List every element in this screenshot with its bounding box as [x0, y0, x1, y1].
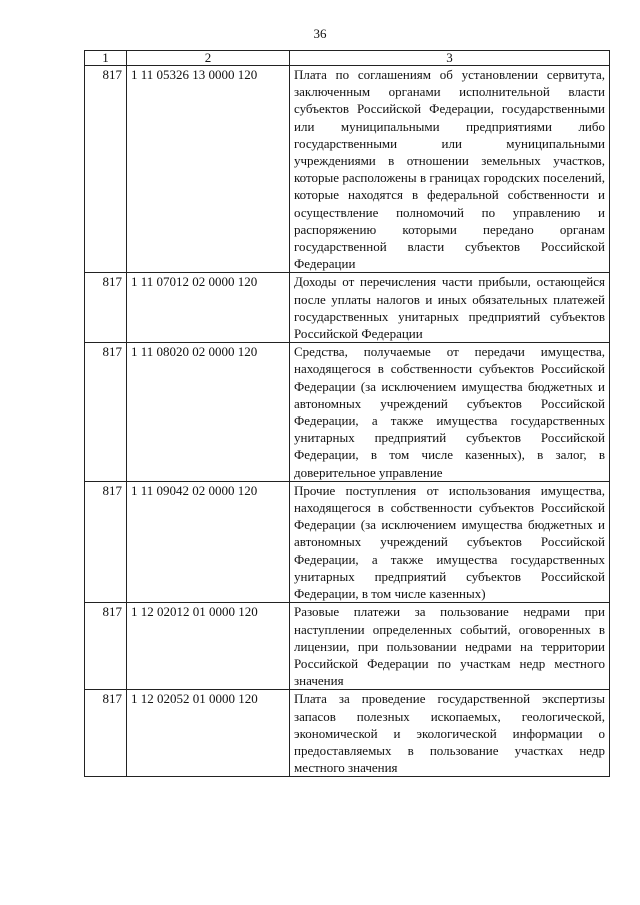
revenue-code-cell: 1 11 09042 02 0000 120 [127, 481, 290, 602]
revenue-code-cell: 1 11 08020 02 0000 120 [127, 343, 290, 482]
revenue-code-cell: 1 12 02052 01 0000 120 [127, 690, 290, 777]
column-header-3: 3 [290, 51, 610, 66]
revenue-name-cell: Средства, получаемые от передачи имущества, находящегося в собственности субъектов Российской Федерации (за исключением имущества бюджетных и автономных учреждений субъектов Российской Федерации, а также имущества государственных унитарных предприятий субъектов Российской Федерации, в том числе казенных), в залог, в доверительное управление [290, 343, 610, 482]
revenue-code-cell: 1 11 07012 02 0000 120 [127, 273, 290, 343]
admin-code-cell: 817 [85, 481, 127, 602]
admin-code-cell: 817 [85, 66, 127, 273]
revenue-code-cell: 1 11 05326 13 0000 120 [127, 66, 290, 273]
table-row [85, 481, 610, 602]
table-row [85, 690, 610, 777]
table-row [85, 603, 610, 690]
revenue-name-cell: Плата за проведение государственной экспертизы запасов полезных ископаемых, геологической, экономической и экологической информации о предоставляемых в пользование участках недр местного значения [290, 690, 610, 777]
table-row [85, 273, 610, 343]
table-header-row [85, 51, 610, 66]
admin-code-cell: 817 [85, 343, 127, 482]
revenue-code-cell: 1 12 02012 01 0000 120 [127, 603, 290, 690]
revenue-name-cell: Плата по соглашениям об установлении сервитута, заключенным органами исполнительной власти субъектов Российской Федерации, государственными или муниципальными предприятиями либо государственными или муниципальными учреждениями в отношении земельных участков, которые расположены в границах городских поселений, которые находятся в федеральной собственности и осуществление полномочий по управлению и распоряжению которыми передано органам государственной власти субъектов Российской Федерации [290, 66, 610, 273]
column-header-2: 2 [127, 51, 290, 66]
table-row [85, 343, 610, 482]
admin-code-cell: 817 [85, 273, 127, 343]
admin-code-cell: 817 [85, 603, 127, 690]
page-number: 36 [313, 26, 327, 41]
revenue-name-cell: Доходы от перечисления части прибыли, остающейся после уплаты налогов и иных обязательных платежей государственных унитарных предприятий субъектов Российской Федерации [290, 273, 610, 343]
revenue-name-cell: Прочие поступления от использования имущества, находящегося в собственности субъектов Российской Федерации (за исключением имущества бюджетных и автономных учреждений субъектов Российской Федерации, а также имущества государственных унитарных предприятий субъектов Российской Федерации, в том числе казенных) [290, 481, 610, 602]
table-row [85, 66, 610, 273]
admin-code-cell: 817 [85, 690, 127, 777]
revenue-name-cell: Разовые платежи за пользование недрами при наступлении определенных событий, оговоренных в лицензии, при пользовании недрами на территории Российской Федерации по участкам недр местного значения [290, 603, 610, 690]
column-header-1: 1 [85, 51, 127, 66]
revenue-codes-table [84, 50, 610, 777]
